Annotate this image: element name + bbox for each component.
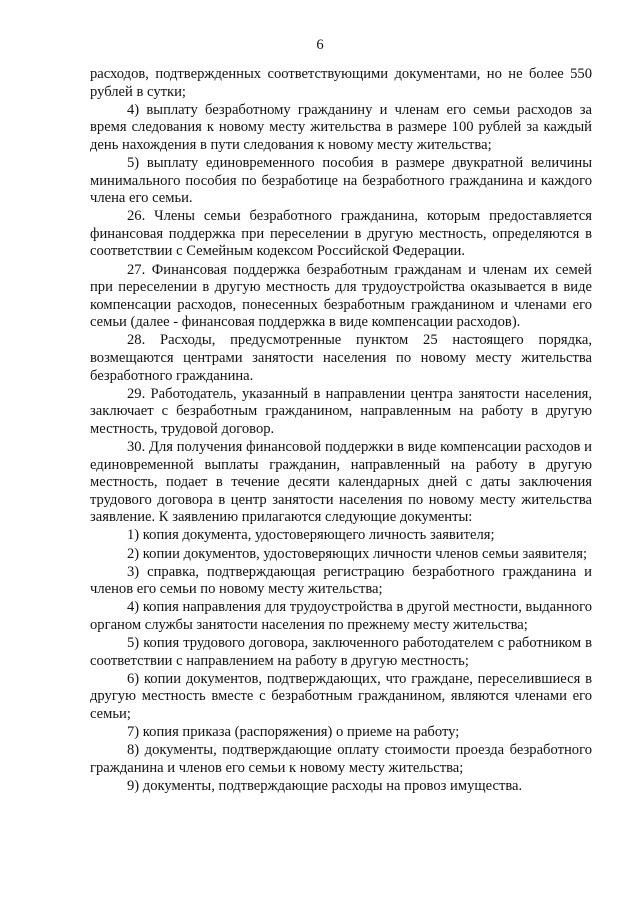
list-item: 2) копии документов, удостоверяющих личности членов семьи заявителя; xyxy=(127,545,588,562)
paragraph: 27. Финансовая поддержка безработным гражданам и членам их семей при переселении в другую местность для трудоустройства оказывается в виде компенсации расходов, понесенных безработным гражданином и членами его семьи (далее - финансовая поддержка в виде компенсации расходов). xyxy=(90,261,592,331)
list-item: 9) документы, подтверждающие расходы на провоз имущества. xyxy=(127,777,523,794)
paragraph: 30. Для получения финансовой поддержки в виде компенсации расходов и единовременной выплаты гражданин, направленный на работу в другую местность, подает в течение десяти календарных дней с даты заключения трудового договора в центр занятости населения по новому месту жительства заявление. К заявлению прилагаются следующие документы: xyxy=(90,438,592,526)
page-number: 6 xyxy=(316,37,324,53)
paragraph: 5) выплату единовременного пособия в размере двукратной величины минимального пособия по безработице на безработного гражданина и каждого члена его семьи. xyxy=(90,154,592,207)
paragraph: 29. Работодатель, указанный в направлении центра занятости населения, заключает с безработным гражданином, направленным на работу в другую местность, трудовой договор. xyxy=(90,385,592,437)
document-body xyxy=(90,66,592,796)
list-item: 4) копия направления для трудоустройства в другой местности, выданного органом службы занятости населения по прежнему месту жительства; xyxy=(90,599,592,633)
list-item: 1) копия документа, удостоверяющего личность заявителя; xyxy=(127,527,495,544)
paragraph: 26. Члены семьи безработного гражданина, которым предоставляется финансовая поддержка при переселении в другую местность, определяются в соответствии с Семейным кодексом Российской Федерации. xyxy=(90,208,592,260)
paragraph: 28. Расходы, предусмотренные пунктом 25 настоящего порядка, возмещаются центрами занятости населения по новому месту жительства безработного гражданина. xyxy=(90,332,592,384)
paragraph: 4) выплату безработному гражданину и членам его семьи расходов за время следования к новому месту жительства в размере 100 рублей за каждый день нахождения в пути следования к новому месту жительства; xyxy=(90,101,592,153)
list-item: 8) документы, подтверждающие оплату стоимости проезда безработного гражданина и членов его семьи к новому месту жительства; xyxy=(90,742,592,776)
list-item: 7) копия приказа (распоряжения) о приеме на работу; xyxy=(127,723,460,740)
list-item: 3) справка, подтверждающая регистрацию безработного гражданина и членов его семьи по новому месту жительства; xyxy=(90,563,592,598)
list-item: 5) копия трудового договора, заключенного работодателем с работником в соответствии с направлением на работу в другую местность; xyxy=(90,635,592,669)
paragraph: расходов, подтвержденных соответствующими документами, но не более 550 рублей в сутки; xyxy=(90,66,592,100)
list-item: 6) копии документов, подтверждающих, что граждане, переселившиеся в другую местность вместе с безработным гражданином, являются членами его семьи; xyxy=(90,670,592,722)
